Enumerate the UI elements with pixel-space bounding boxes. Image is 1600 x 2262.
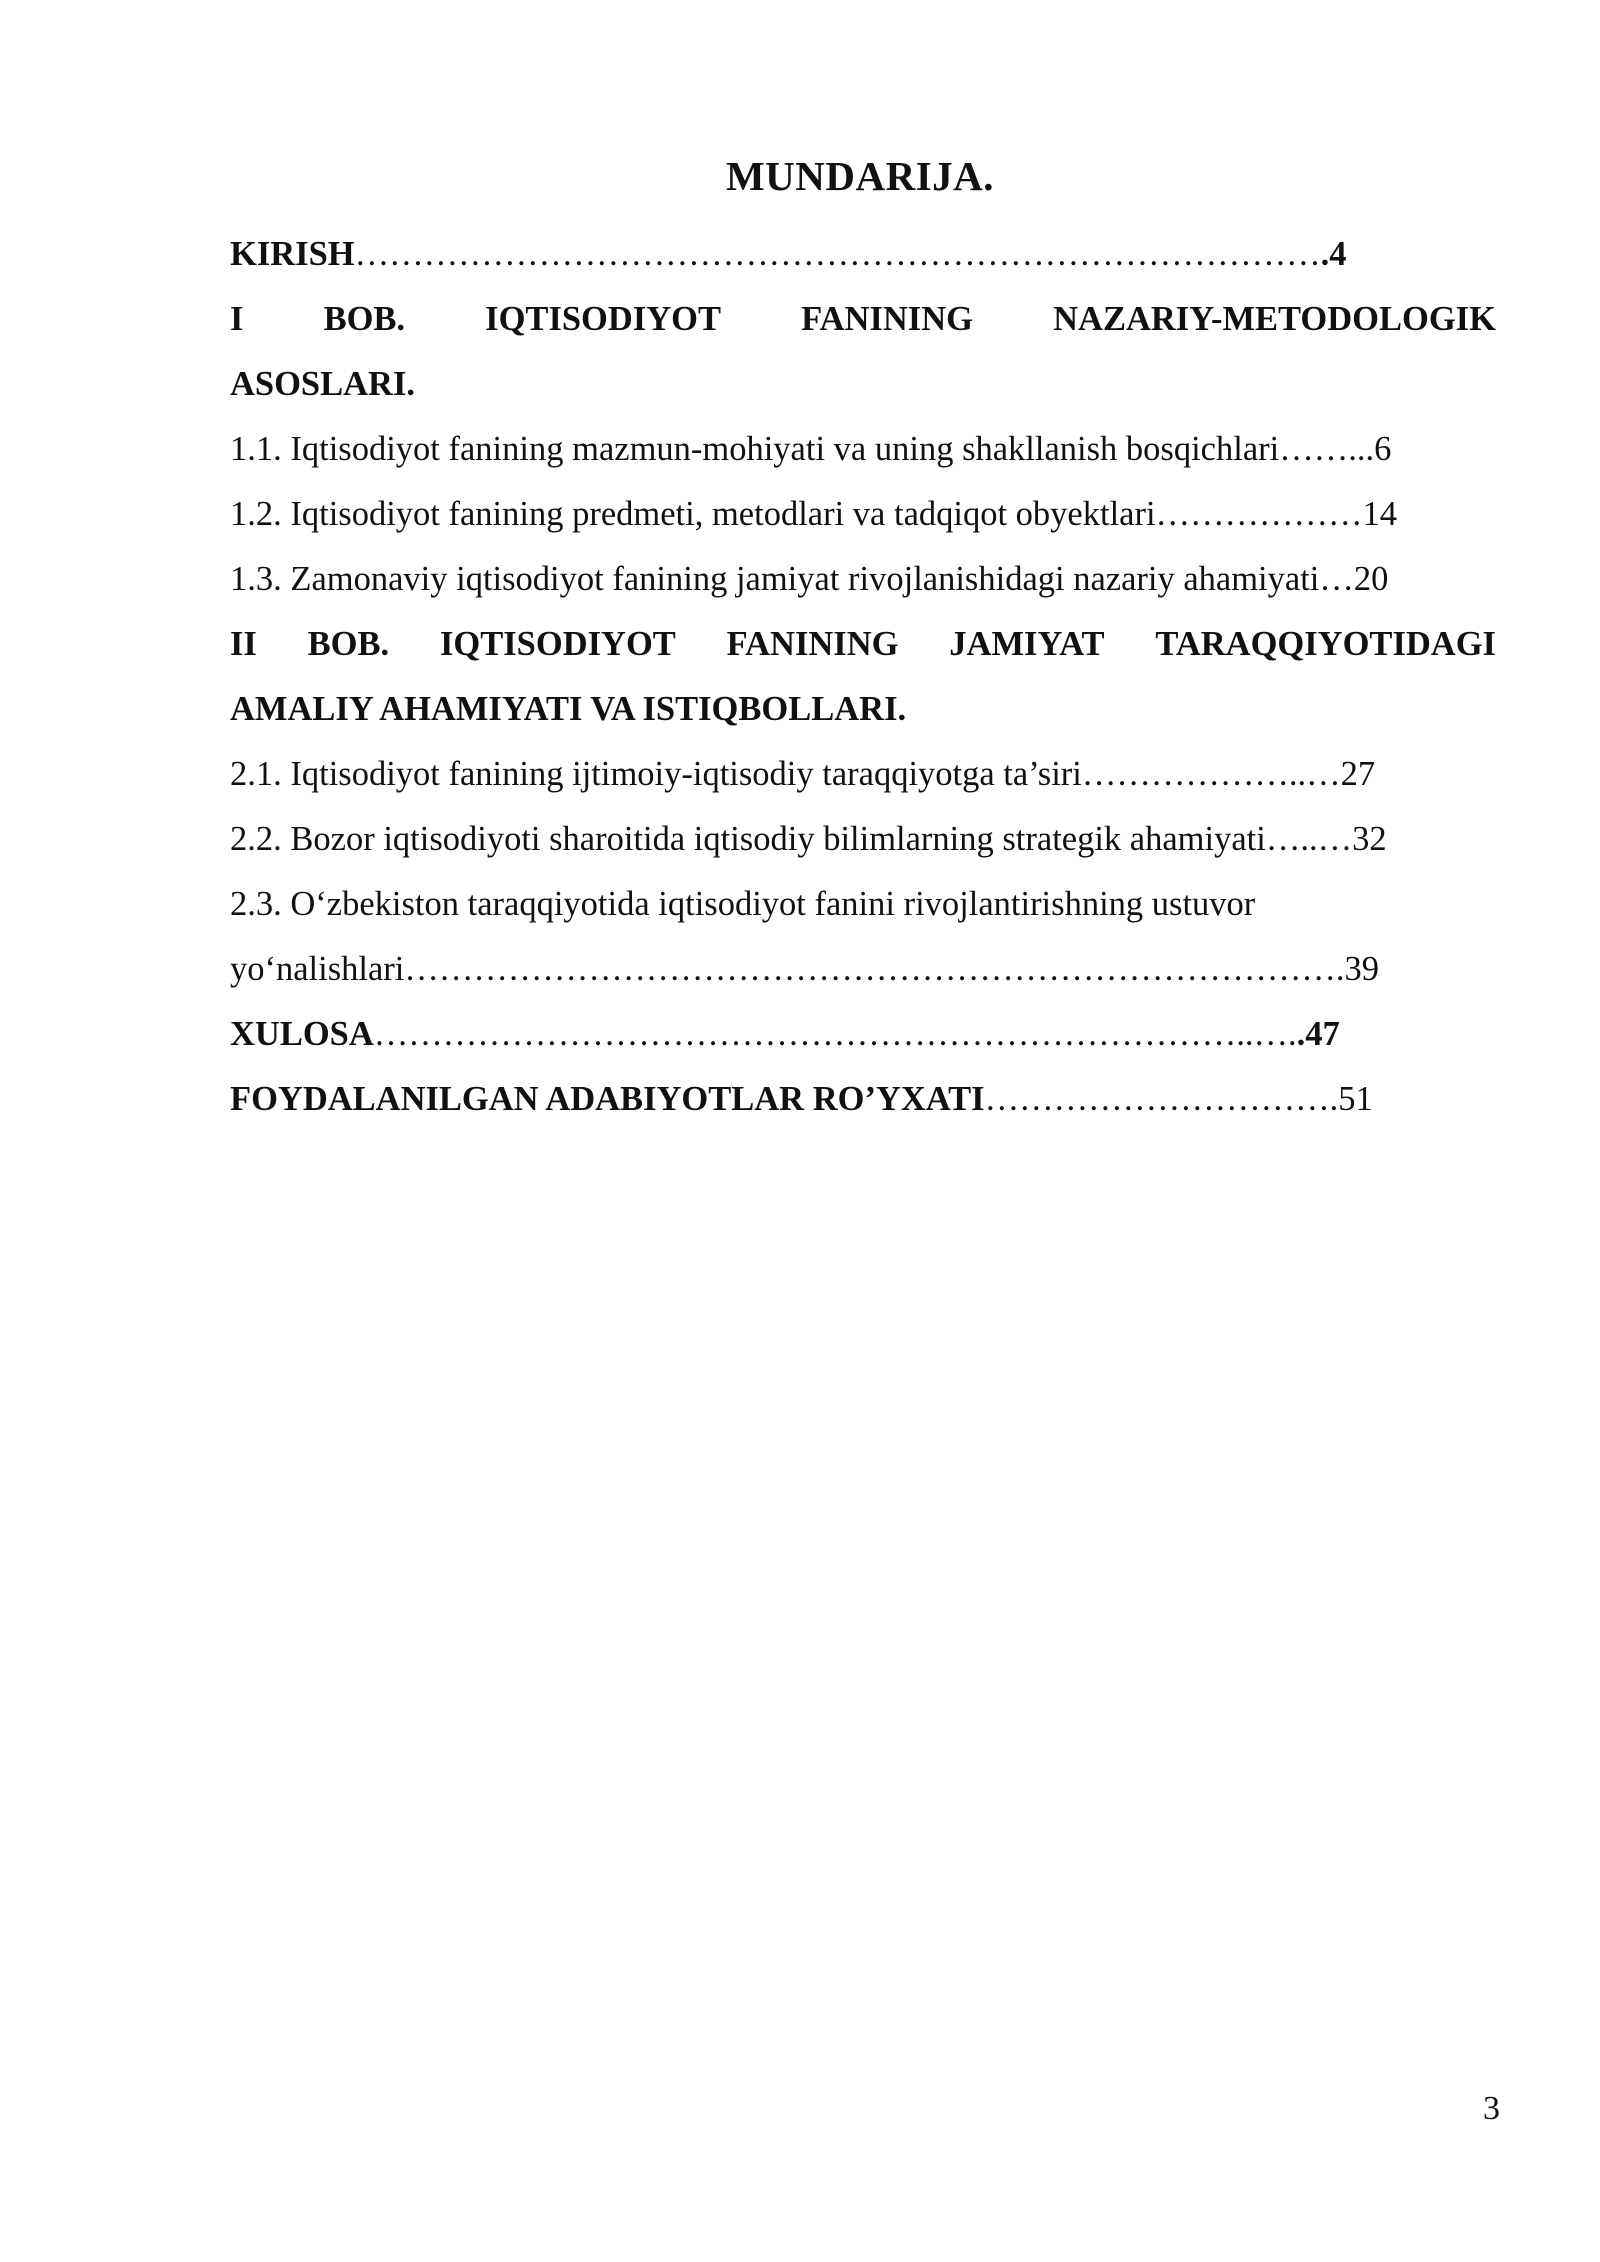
toc-chapter-1-heading-continued[interactable] (230, 352, 1496, 417)
heading-word: NAZARIY-METODOLOGIK (1053, 300, 1496, 338)
toc-entry-2-1[interactable] (230, 742, 1496, 807)
toc-entry-text: yo‘nalishlari……………………………………………………………………….39 (230, 950, 1379, 988)
toc-page-number: 51 (1338, 1080, 1373, 1118)
toc-entry-1-1[interactable] (230, 417, 1496, 482)
heading-word: IQTISODIYOT (485, 300, 721, 338)
toc-entry-text: 2.1. Iqtisodiyot fanining ijtimoiy-iqtisodiy taraqqiyotga ta’siri………………..…27 (230, 755, 1376, 793)
toc-entry-label: FOYDALANILGAN ADABIYOTLAR RO’YXATI (230, 1080, 985, 1118)
toc-entry-2-3-continued[interactable] (230, 937, 1496, 1002)
heading-word: JAMIYAT (949, 625, 1105, 663)
table-of-contents (230, 222, 1496, 1132)
heading-word: BOB. (307, 625, 390, 663)
toc-entry-1-2[interactable] (230, 482, 1496, 547)
toc-page-number: .47 (1296, 1015, 1340, 1053)
toc-entry-label: XULOSA (230, 1015, 374, 1053)
toc-chapter-1-heading[interactable] (230, 287, 1496, 352)
toc-leader-dots: …………………………. (984, 1080, 1339, 1118)
toc-entry-text: 1.3. Zamonaviy iqtisodiyot fanining jamiyat rivojlanishidagi nazariy ahamiyati…20 (230, 560, 1389, 598)
toc-leader-dots: …………………………………………………………………..…. (373, 1015, 1297, 1053)
heading-text: ASOSLARI. (230, 365, 416, 403)
heading-word: II (230, 625, 257, 663)
toc-entry-kirish[interactable] (230, 222, 1496, 287)
toc-entry-xulosa[interactable] (230, 1002, 1496, 1067)
toc-chapter-2-heading[interactable] (230, 612, 1496, 677)
page-title: MUNDARIJA. (725, 153, 995, 199)
heading-word: I (230, 300, 244, 338)
heading-word: IQTISODIYOT (439, 625, 676, 663)
toc-chapter-2-heading-continued[interactable] (230, 677, 1496, 742)
toc-entry-text: 2.2. Bozor iqtisodiyoti sharoitida iqtisodiy bilimlarning strategik ahamiyati…..…32 (230, 820, 1387, 858)
toc-entry-text: 2.3. O‘zbekiston taraqqiyotida iqtisodiyot fanini rivojlantirishning ustuvor (230, 885, 1256, 923)
page-number: 3 (1483, 2090, 1500, 2127)
toc-leader-dots: ………………………………………………………………………… (354, 235, 1321, 273)
heading-word: FANINING (726, 625, 899, 663)
heading-word: BOB. (323, 300, 406, 338)
toc-entry-text: 1.2. Iqtisodiyot fanining predmeti, metodlari va tadqiqot obyektlari………………14 (230, 495, 1398, 533)
heading-word: FANINING (801, 300, 973, 338)
toc-entry-text: 1.1. Iqtisodiyot fanining mazmun-mohiyati va uning shakllanish bosqichlari……...6 (230, 430, 1392, 468)
toc-entry-references[interactable] (230, 1067, 1496, 1132)
toc-page-number: .4 (1320, 235, 1347, 273)
toc-entry-1-3[interactable] (230, 547, 1496, 612)
heading-word: TARAQQIYOTIDAGI (1155, 625, 1496, 663)
toc-entry-2-2[interactable] (230, 807, 1496, 872)
heading-text: AMALIY AHAMIYATI VA ISTIQBOLLARI. (230, 690, 907, 728)
toc-entry-label: KIRISH (230, 235, 355, 273)
toc-entry-2-3[interactable] (230, 872, 1496, 937)
